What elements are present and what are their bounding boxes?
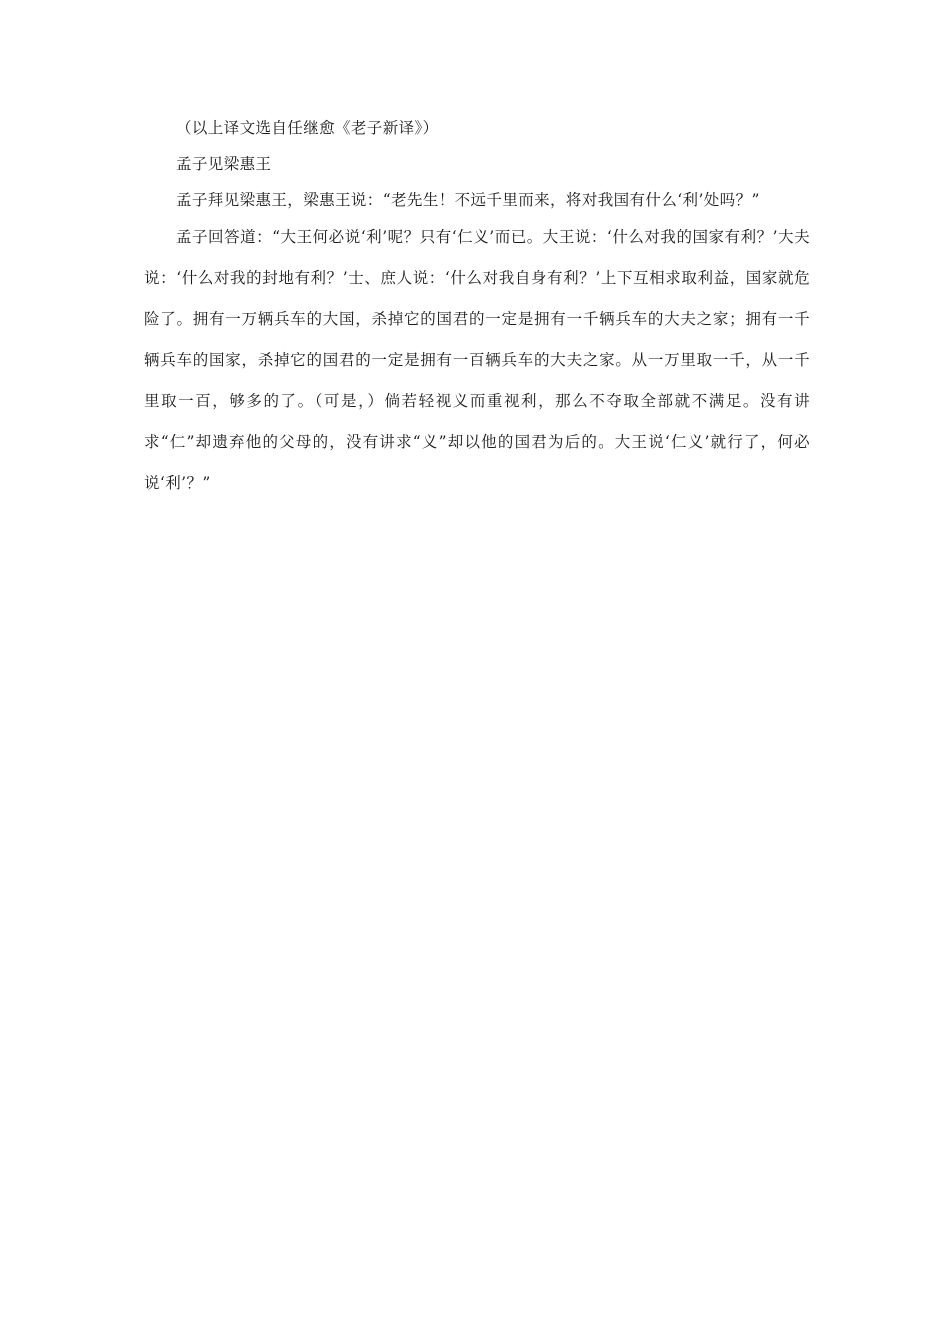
paragraph-1: 孟子拜见梁惠王，梁惠王说：“老先生！不远千里而来，将对我国有什么‘利’处吗？” — [176, 191, 760, 209]
document-body — [144, 118, 810, 510]
paragraph-2: 孟子回答道：“大王何必说‘利’呢？只有‘仁义’而已。大王说：‘什么对我的国家有利？’大夫说：‘什么对我的封地有利？’士、庶人说：‘什么对我自身有利？’上下互相求取利益，国家就危险了。拥有一万辆兵车的大国，杀掉它的国君的一定是拥有一千辆兵车的大夫之家；拥有一千辆兵车的国家，杀掉它的国君的一定是拥有一百辆兵车的大夫之家。从一万里取一千，从一千里取一百，够多的了。（可是，）倘若轻视义而重视利，那么不夺取全部就不满足。没有讲求“仁”却遗弃他的父母的，没有讲求“义”却以他的国君为后的。大王说‘仁义’就行了，何必说‘利’？” — [144, 228, 810, 492]
source-note: （以上译文选自任继愈《老子新译》） — [176, 119, 439, 137]
section-title: 孟子见梁惠王 — [176, 155, 272, 173]
